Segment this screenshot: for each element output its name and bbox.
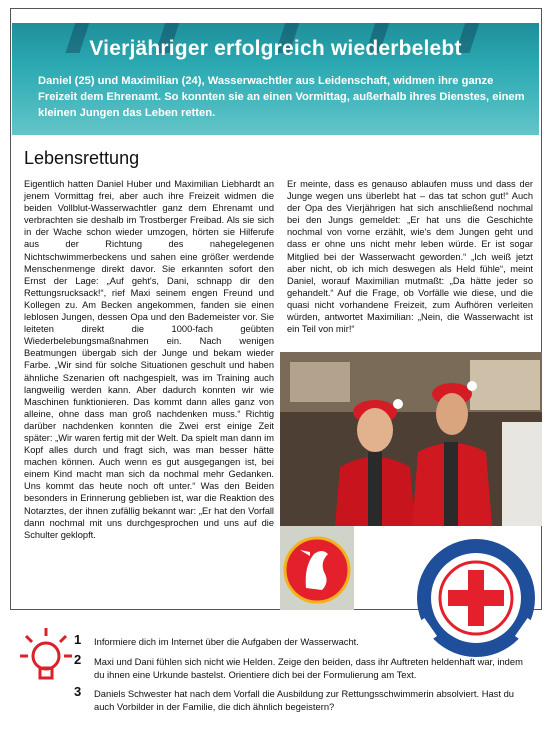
article-column-right: Er meinte, dass es genauso ablaufen muss und dass der Junge wegen uns überlebt hat – das tat schon gut!“ Auch der Opa des Vierjährigen hat sich anschließend nochmal bei den Jungs gemeldet: „Er hat uns die Geschichte nochmal von vorne erzählt, wie's dem Jungen geht und dass er ohne uns nicht mehr leben würde. Er ist sogar Mitglied bei der Wasserwacht geworden.“ „Ich weiß jetzt aber nicht, ob ich mich deswegen als Held fühle“, meint Daniel, worauf Maximilian mutmaßt: „Da hätte jeder so gehandelt.“ Auf die Frage, ob Vorfälle wie diese, und die quasi nicht vorhandene Freizeit, zum Aufhören verleiten würden, antwortet Maximilian: „Nein, die Wasserwacht ist ein Teil von mir!“ <box>287 179 533 335</box>
foosi-heroes-logo <box>280 526 354 610</box>
article-lead: Daniel (25) und Maximilian (24), Wasserwachtler aus Leidenschaft, widmen ihre ganze Freizeit dem Ehrenamt. So konnten sie an einen Vormittag, außerhalb ihres Dienstes, einem kleinen Jungen das Leben retten. <box>38 75 525 119</box>
header-banner <box>12 23 539 135</box>
section-heading: Lebensrettung <box>24 148 140 168</box>
task-text: Informiere dich im Internet über die Aufgaben der Wasserwacht. <box>94 636 359 647</box>
lightbulb-icon <box>16 620 74 700</box>
task-text: Maxi und Dani fühlen sich nicht wie Helden. Zeige den beiden, dass ihr Auftreten heldenhaft war, indem du ihnen eine Urkunde bastelst. Orientiere dich bei der Formulierung am Text. <box>94 656 523 680</box>
task-number: 3 <box>74 684 82 699</box>
article-column-left: Eigentlich hatten Daniel Huber und Maximilian Liebhardt an jenem Vormittag frei, aber auch ihre Freizeit widmen die beiden Vollblut-Wasserwachtler ganz dem Ehrenamt und verbrachten sie deshalb im Trostberger Freibad. Als sie sich in der Wache schon wieder umzogen, hörten sie Hilferufe aus der Richtung des nahegelegenen Nichtschwimmerbeckens und sahen eine größer werdende Menschenmenge direkt davor. Sie erkannten sofort den Ernst der Lage: „Auf geht's, Dani, schnapp dir den Rettungsrucksack!“, rief Maxi seinem engen Freund und Kollegen zu. Am Becken angekommen, fanden sie einen leblosen Jungen, dessen Opa und den Bademeister vor. Sie leiteten direkt die 1000-fach geübten Wiederbelebungsmaßnahmen ein. Nach wenigen Beatmungen übergab sich der Junge und bekam wieder Farbe. „Wir sind für solche Situationen geschult und haben ähnliche Szenarien oft nachgespielt, was im Training auch langweilig werden kann. Aber dadurch konnten wir wie Maschinen funktionieren. Das kommt dann alles ganz von alleine, ohne dass man groß nachdenken muss.“ Richtig darüber nachdenken konnten die Zwei erst einige Zeit später: „Wir waren fertig mit der Welt. Da spielt man dann im Kopf alles durch und fragt sich, was man besser hätte machen können. Auch wenn es gut ausgegangen ist, bei einem Kind macht man sich da nochmal mehr Gedanken. Uns kommt das heute noch oft unter.“ Was den Beiden besonders in Erinnerung geblieben ist, war die Reaktion des Notarztes, der ihnen zufällig bekannt war: „Er hat den Vorfall dann nochmal mit uns durchgesprochen und uns auf die Schulter geklopft. <box>24 179 274 540</box>
wasserwacht-logo <box>414 536 538 660</box>
photo-two-lifeguards <box>280 352 542 526</box>
task-number: 2 <box>74 652 82 667</box>
task-text: Daniels Schwester hat nach dem Vorfall die Ausbildung zur Rettungsschwimmerin absolviert. Hast du auch Vorbilder in der Familie, die dich ähnlich begeistern? <box>94 688 514 712</box>
article-title: Vierjähriger erfolgreich wiederbelebt <box>89 37 462 60</box>
task-number: 1 <box>74 632 82 647</box>
